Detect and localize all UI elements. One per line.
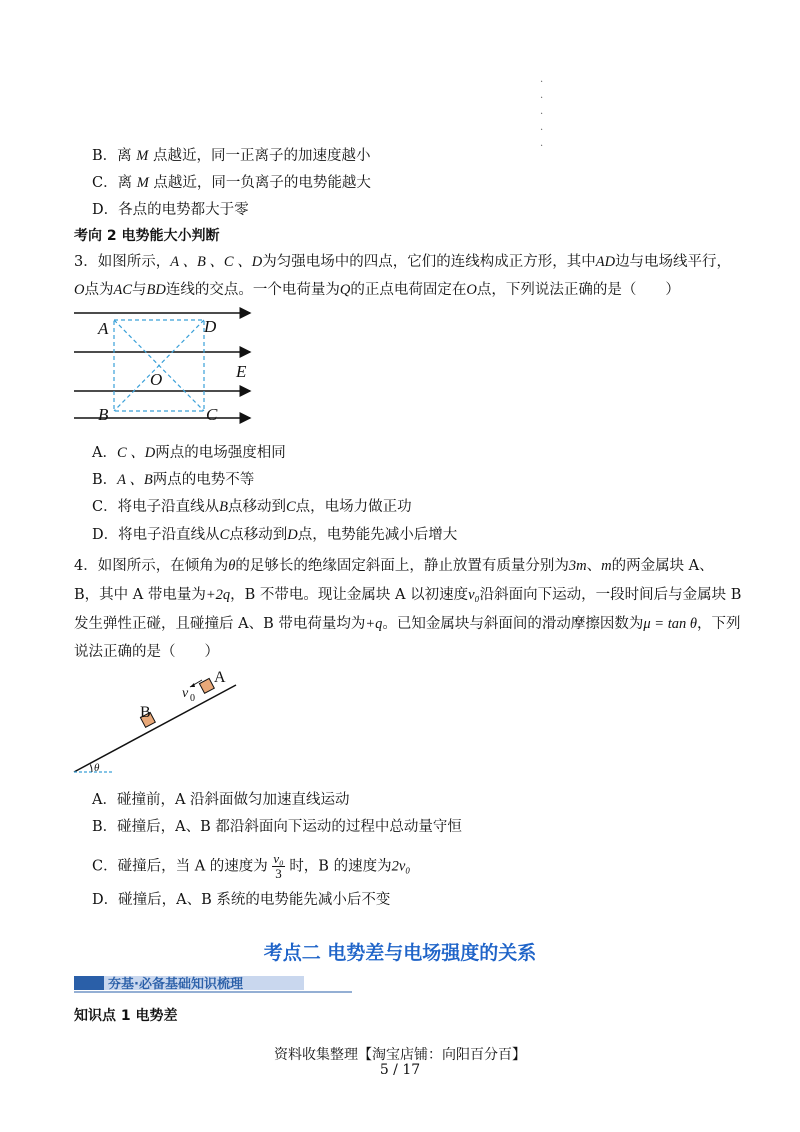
- q4-option-c: C．碰撞后，当 A 的速度为 $\frac{\text{v₀}}{3}$ 时，B 的速度为2v₀: [92, 851, 411, 881]
- section-banner: [74, 972, 354, 994]
- incline-surface: [74, 685, 236, 772]
- label-o: O: [150, 370, 163, 389]
- label-e: E: [236, 362, 247, 381]
- v0-label: v: [182, 686, 189, 701]
- angle-arc: [90, 765, 92, 773]
- label-d: D: [204, 317, 217, 336]
- v0-subscript: 0: [190, 693, 195, 704]
- fraction-v0-over-3: $\frac{\text{v₀}}{3}$: [273, 851, 284, 881]
- q4-option-b: B．碰撞后，A、B 都沿斜面向下运动的过程中总动量守恒: [92, 819, 462, 835]
- q2-option-d: D．各点的电势都大于零: [92, 202, 249, 218]
- q4-stem-line2: B，其中 A 带电量为+2q，B 不带电。现让金属块 A 以初速度v₀沿斜面向下运动，一段时间后与金属块 B: [74, 587, 742, 603]
- decorative-dots: . . . . .: [540, 74, 544, 149]
- q4-stem-line3: 发生弹性正碰，且碰撞后 A、B 带电荷量均为+q。已知金属块与斜面间的滑动摩擦因数为μ = tan θ，下列: [74, 616, 741, 632]
- label-b: B: [98, 405, 109, 424]
- q4-stem-line1: 4．如图所示，在倾角为θ的足够长的绝缘固定斜面上，静止放置有质量分别为3m、m的两金属块 A、: [74, 558, 714, 574]
- q4-option-d: D．碰撞后，A、B 系统的电势能先减小后不变: [92, 892, 391, 908]
- label-c: C: [206, 405, 218, 424]
- q3-stem-line2: O点为AC与BD连线的交点。一个电荷量为Q的正点电荷固定在O点，下列说法正确的是（ ）: [74, 282, 680, 298]
- q4-stem-line4: 说法正确的是（ ）: [74, 644, 219, 660]
- q3-stem-line1: 3．如图所示，A 、B 、C 、D为匀强电场中的四点，它们的连线构成正方形，其中AD边与电场线平行，: [74, 254, 732, 270]
- q3-option-a: A．C 、D两点的电场强度相同: [92, 445, 286, 461]
- theta-label: θ: [94, 762, 100, 774]
- label-block-a: A: [214, 669, 226, 686]
- page-number: 5 / 17: [379, 1062, 421, 1078]
- section-title: 考点二 电势差与电场强度的关系: [263, 942, 537, 964]
- footer-source: 资料收集整理【淘宝店铺：向阳百分百】: [274, 1047, 526, 1063]
- q4-incline-figure: [70, 665, 240, 780]
- banner-text: 夯基·必备基础知识梳理: [108, 977, 243, 992]
- q3-field-figure: [70, 305, 270, 425]
- label-a: A: [98, 319, 109, 338]
- subsection-heading: 考向 2 电势能大小判断: [74, 228, 220, 244]
- q2-option-b: B．离 M 点越近，同一正离子的加速度越小: [92, 148, 371, 164]
- q3-option-c: C．将电子沿直线从B点移动到C点，电场力做正功: [92, 499, 412, 515]
- dashed-square: [114, 320, 204, 411]
- q4-option-a: A．碰撞前，A 沿斜面做匀加速直线运动: [92, 792, 350, 808]
- label-block-b: B: [140, 704, 151, 721]
- q3-option-b: B．A 、B两点的电势不等: [92, 472, 255, 488]
- q2-option-c: C．离 M 点越近，同一负离子的电势能越大: [92, 175, 371, 191]
- q3-option-d: D．将电子沿直线从C点移动到D点，电势能先减小后增大: [92, 527, 458, 543]
- knowledge-point-heading: 知识点 1 电势差: [74, 1008, 178, 1024]
- velocity-arrowhead: [190, 683, 195, 687]
